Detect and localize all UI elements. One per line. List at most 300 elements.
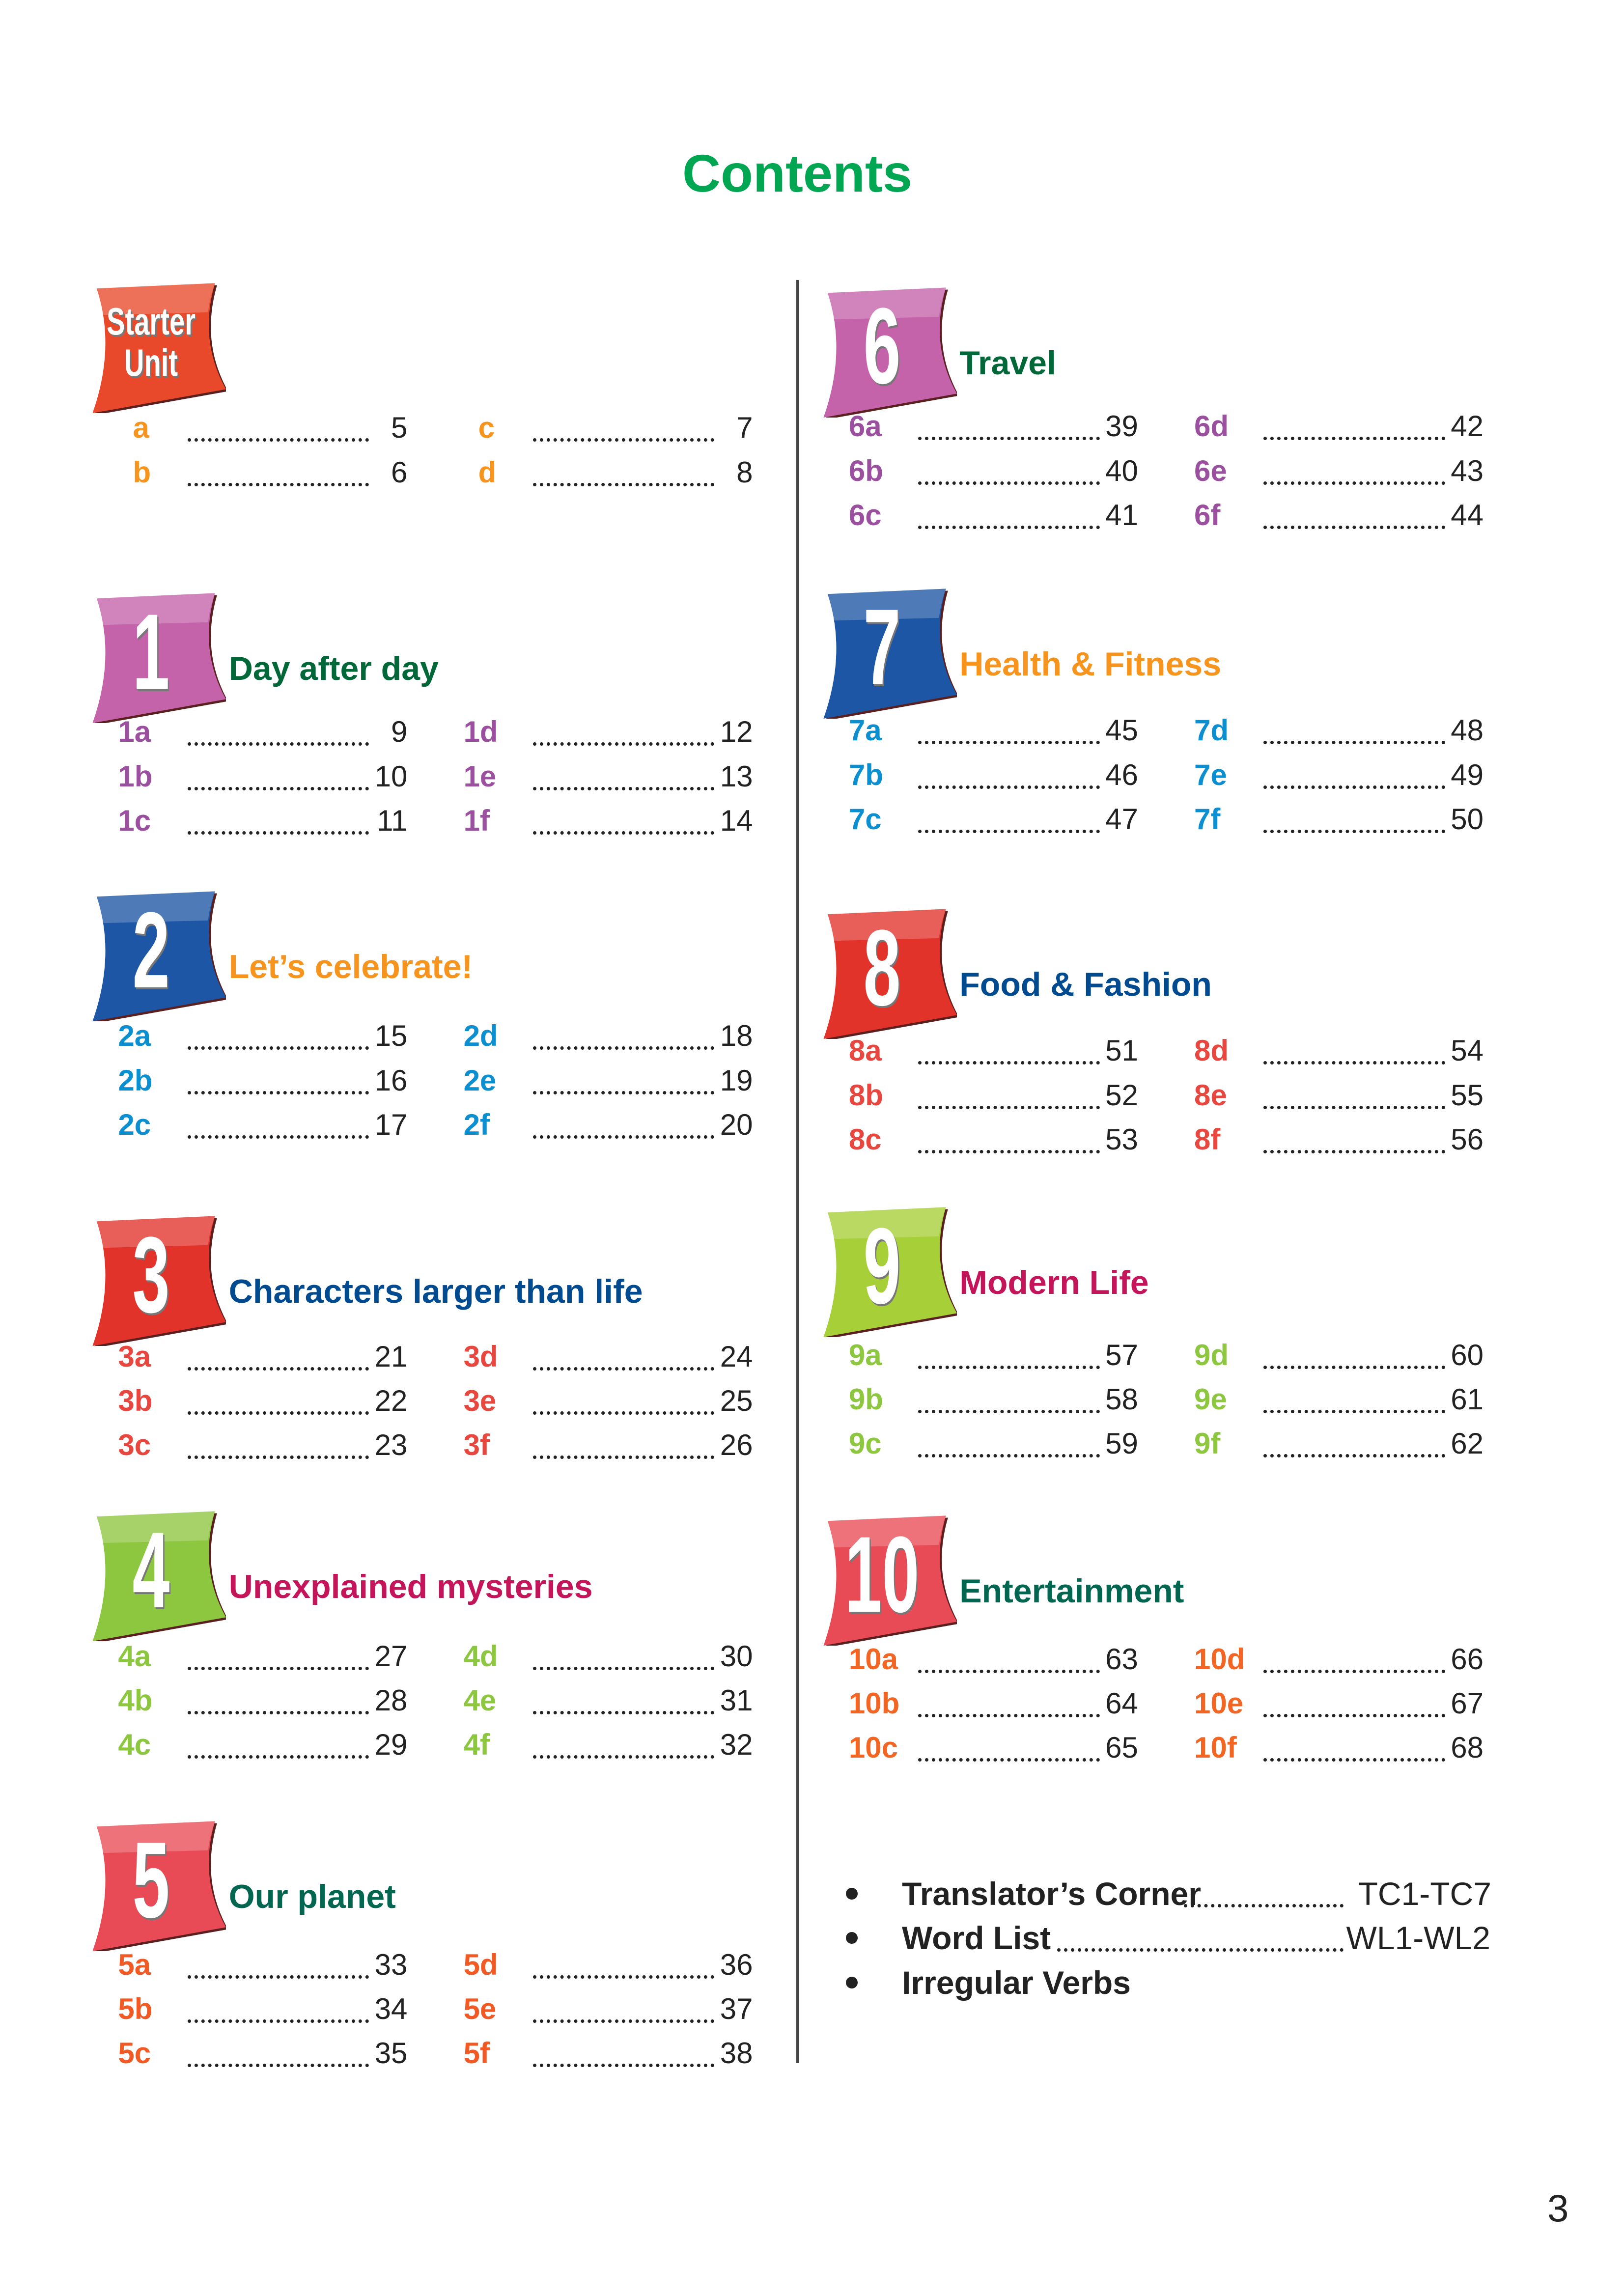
page-number-ref: 21 bbox=[374, 1340, 408, 1373]
dot-leader bbox=[1263, 1118, 1445, 1153]
toc-entry[interactable] bbox=[464, 1634, 759, 1679]
toc-entry[interactable] bbox=[1194, 797, 1489, 841]
lesson-label: 3e bbox=[463, 1384, 497, 1417]
dot-leader bbox=[533, 1379, 715, 1415]
page-number-ref: 14 bbox=[720, 804, 753, 837]
unit-badge-number: 9 bbox=[863, 1205, 901, 1326]
lesson-label: c bbox=[478, 411, 495, 445]
page-number-ref: 60 bbox=[1451, 1338, 1484, 1372]
toc-entry[interactable] bbox=[849, 1377, 1144, 1422]
dot-leader bbox=[188, 755, 369, 790]
page-number-ref: 50 bbox=[1451, 802, 1484, 836]
dot-leader bbox=[1263, 1333, 1445, 1369]
unit-title[interactable]: Entertainment bbox=[959, 1572, 1184, 1610]
page-number-ref: 24 bbox=[720, 1340, 753, 1373]
dot-leader bbox=[918, 1422, 1100, 1457]
dot-leader bbox=[918, 1333, 1100, 1369]
lesson-label: 9d bbox=[1194, 1338, 1229, 1372]
dot-leader bbox=[533, 1014, 715, 1050]
dot-leader bbox=[188, 1379, 369, 1415]
dot-leader bbox=[188, 710, 369, 746]
dot-leader bbox=[1263, 753, 1445, 789]
dot-leader bbox=[918, 797, 1100, 833]
page-number-ref: 31 bbox=[720, 1683, 753, 1717]
unit-badge-number: 4 bbox=[132, 1509, 170, 1630]
lesson-label: 7d bbox=[1194, 714, 1229, 747]
toc-entry[interactable] bbox=[464, 1014, 759, 1058]
lesson-label: 1e bbox=[463, 759, 497, 793]
lesson-label: 1a bbox=[118, 715, 151, 749]
toc-entry[interactable] bbox=[1194, 1118, 1489, 1162]
toc-entry[interactable] bbox=[464, 1379, 759, 1423]
dot-leader bbox=[188, 1634, 369, 1670]
dot-leader bbox=[918, 449, 1100, 485]
dot-leader bbox=[918, 493, 1100, 529]
unit-badge-number: 1 bbox=[132, 591, 170, 712]
unit-badge-number: Starter Unit bbox=[107, 299, 196, 384]
lesson-label: 8f bbox=[1194, 1122, 1221, 1156]
unit-badge bbox=[819, 1204, 957, 1337]
toc-entry[interactable] bbox=[464, 1335, 759, 1379]
toc-entry[interactable] bbox=[464, 1679, 759, 1723]
unit-title[interactable]: Let’s celebrate! bbox=[228, 948, 473, 986]
page-number-ref: 33 bbox=[374, 1948, 408, 1981]
unit-title[interactable]: Travel bbox=[959, 344, 1056, 382]
toc-entry[interactable] bbox=[849, 708, 1144, 753]
toc-entry[interactable] bbox=[118, 755, 413, 799]
bullet-icon bbox=[846, 1977, 858, 1988]
lesson-label: 1d bbox=[463, 715, 498, 749]
page-number-ref: 36 bbox=[720, 1948, 753, 1981]
dot-leader bbox=[533, 755, 715, 790]
toc-entry[interactable] bbox=[118, 1335, 413, 1379]
dot-leader bbox=[918, 1377, 1100, 1413]
toc-entry[interactable] bbox=[118, 1634, 413, 1679]
dot-leader bbox=[533, 1423, 715, 1459]
dot-leader bbox=[533, 1059, 715, 1094]
dot-leader bbox=[188, 406, 369, 442]
page-number-ref: 8 bbox=[736, 455, 753, 489]
lesson-label: 8a bbox=[848, 1034, 882, 1067]
toc-entry[interactable] bbox=[849, 1118, 1144, 1162]
lesson-label: 7b bbox=[848, 758, 883, 791]
lesson-label: 6d bbox=[1194, 410, 1229, 443]
lesson-label: 5c bbox=[118, 2036, 151, 2070]
toc-entry[interactable] bbox=[849, 493, 1144, 537]
page-number-ref: 54 bbox=[1451, 1034, 1484, 1067]
dot-leader bbox=[1263, 1073, 1445, 1109]
dot-leader bbox=[188, 1014, 369, 1050]
toc-entry[interactable] bbox=[464, 799, 759, 843]
dot-leader bbox=[1263, 449, 1445, 485]
page-number-ref: 51 bbox=[1105, 1034, 1138, 1067]
lesson-label: 4b bbox=[118, 1683, 153, 1717]
page-number-ref: 68 bbox=[1451, 1731, 1484, 1764]
dot-leader bbox=[533, 1103, 715, 1139]
page-number-ref: 64 bbox=[1105, 1686, 1138, 1720]
bullet-icon bbox=[846, 1932, 858, 1944]
dot-leader bbox=[918, 1637, 1100, 1673]
dot-leader bbox=[1057, 1916, 1344, 1952]
unit-badge bbox=[88, 590, 226, 723]
lesson-label: 4f bbox=[463, 1728, 490, 1761]
dot-leader bbox=[188, 1335, 369, 1371]
page-number-ref: 61 bbox=[1451, 1382, 1484, 1416]
page-number-ref: 25 bbox=[720, 1384, 753, 1417]
toc-entry[interactable] bbox=[464, 1723, 759, 1767]
lesson-label: 2a bbox=[118, 1019, 151, 1053]
toc-entry[interactable] bbox=[118, 799, 413, 843]
lesson-label: 7c bbox=[848, 802, 882, 836]
dot-leader bbox=[1263, 1681, 1445, 1717]
unit-badge-number: 5 bbox=[132, 1819, 170, 1940]
lesson-label: 10d bbox=[1194, 1642, 1245, 1676]
page-number-ref: 32 bbox=[720, 1728, 753, 1761]
page-number-ref: 48 bbox=[1451, 714, 1484, 747]
lesson-label: 2f bbox=[463, 1108, 490, 1141]
page-number-ref: 9 bbox=[391, 715, 408, 749]
toc-entry[interactable] bbox=[118, 1987, 413, 2031]
toc-entry[interactable] bbox=[464, 710, 759, 754]
dot-leader bbox=[918, 1029, 1100, 1064]
page-number-ref: 38 bbox=[720, 2036, 753, 2070]
unit-badge bbox=[88, 1509, 226, 1641]
toc-entry[interactable] bbox=[118, 1379, 413, 1423]
lesson-label: 9b bbox=[848, 1382, 883, 1416]
page-number-ref: 59 bbox=[1105, 1427, 1138, 1460]
unit-badge-number: 7 bbox=[863, 587, 901, 708]
unit-title[interactable]: Food & Fashion bbox=[959, 966, 1212, 1004]
lesson-label: 2e bbox=[463, 1064, 497, 1097]
dot-leader bbox=[918, 1726, 1100, 1762]
toc-entry[interactable] bbox=[464, 1987, 759, 2031]
lesson-label: 6c bbox=[848, 498, 882, 532]
unit-title[interactable]: Unexplained mysteries bbox=[228, 1568, 593, 1606]
page-number-ref: 55 bbox=[1451, 1078, 1484, 1112]
dot-leader bbox=[918, 753, 1100, 789]
toc-entry[interactable] bbox=[1194, 1333, 1489, 1377]
lesson-label: 7f bbox=[1194, 802, 1221, 836]
dot-leader bbox=[533, 406, 715, 442]
page-number-ref: 56 bbox=[1451, 1122, 1484, 1156]
lesson-label: 7e bbox=[1194, 758, 1227, 791]
toc-entry[interactable] bbox=[118, 2031, 413, 2075]
toc-entry[interactable] bbox=[118, 1014, 413, 1058]
toc-entry[interactable] bbox=[849, 404, 1144, 448]
lesson-label: 5b bbox=[118, 1992, 153, 2025]
toc-entry[interactable] bbox=[849, 797, 1144, 841]
dot-leader bbox=[188, 1679, 369, 1714]
extra-entry[interactable] bbox=[902, 1916, 1492, 1960]
dot-leader bbox=[1263, 1726, 1445, 1762]
extra-label: Irregular Verbs bbox=[902, 1964, 1131, 2001]
page-number-ref: 67 bbox=[1451, 1686, 1484, 1720]
extra-label: Translator’s Corner bbox=[902, 1876, 1201, 1912]
page-number-ref: 11 bbox=[377, 804, 408, 837]
dot-leader bbox=[533, 1335, 715, 1371]
lesson-label: 4d bbox=[463, 1639, 498, 1673]
extra-pages: WL1-WL2 bbox=[1346, 1920, 1490, 1957]
lesson-label: 10e bbox=[1194, 1686, 1244, 1720]
dot-leader bbox=[918, 404, 1100, 440]
toc-entry[interactable] bbox=[849, 1422, 1144, 1466]
dot-leader bbox=[533, 450, 715, 486]
lesson-label: 2b bbox=[118, 1064, 153, 1097]
lesson-label: 4e bbox=[463, 1683, 497, 1717]
lesson-label: 1b bbox=[118, 759, 153, 793]
toc-entry[interactable] bbox=[1194, 449, 1489, 493]
toc-entry[interactable] bbox=[1194, 753, 1489, 797]
unit-title[interactable]: Our planet bbox=[228, 1878, 396, 1916]
dot-leader bbox=[918, 1681, 1100, 1717]
unit-badge bbox=[819, 586, 957, 719]
lesson-label: 9c bbox=[848, 1427, 882, 1460]
page-number-ref: 19 bbox=[720, 1064, 753, 1097]
unit-title[interactable]: Health & Fitness bbox=[959, 645, 1222, 683]
page-number-ref: 30 bbox=[720, 1639, 753, 1673]
lesson-label: 4c bbox=[118, 1728, 151, 1761]
page-number-ref: 43 bbox=[1451, 454, 1484, 487]
lesson-label: 6b bbox=[848, 454, 883, 487]
lesson-label: a bbox=[133, 411, 149, 445]
page-number-ref: 57 bbox=[1105, 1338, 1138, 1372]
dot-leader bbox=[533, 799, 715, 835]
dot-leader bbox=[1263, 708, 1445, 744]
lesson-label: 2d bbox=[463, 1019, 498, 1053]
lesson-label: 1c bbox=[118, 804, 151, 837]
toc-entry[interactable] bbox=[464, 450, 759, 495]
lesson-label: 6a bbox=[848, 410, 882, 443]
page-number-ref: 22 bbox=[374, 1384, 408, 1417]
dot-leader bbox=[188, 1059, 369, 1094]
lesson-label: 10b bbox=[848, 1686, 900, 1720]
lesson-label: 8b bbox=[848, 1078, 883, 1112]
dot-leader bbox=[188, 1943, 369, 1979]
toc-entry[interactable] bbox=[849, 1333, 1144, 1377]
lesson-label: 3b bbox=[118, 1384, 153, 1417]
page-number-ref: 7 bbox=[736, 411, 753, 445]
lesson-label: b bbox=[133, 455, 151, 489]
toc-entry[interactable] bbox=[118, 1723, 413, 1767]
lesson-label: 10c bbox=[848, 1731, 898, 1764]
unit-badge-number: 3 bbox=[132, 1214, 170, 1335]
page-number-ref: 27 bbox=[374, 1639, 408, 1673]
toc-entry[interactable] bbox=[1194, 1637, 1489, 1681]
toc-entry[interactable] bbox=[118, 710, 413, 754]
extra-entry[interactable] bbox=[902, 1960, 1492, 2005]
page-number-ref: 45 bbox=[1105, 714, 1138, 747]
page-number-ref: 47 bbox=[1105, 802, 1138, 836]
toc-entry[interactable] bbox=[849, 449, 1144, 493]
page-number-ref: 13 bbox=[720, 759, 753, 793]
toc-entry[interactable] bbox=[464, 1059, 759, 1103]
page-number-ref: 40 bbox=[1105, 454, 1138, 487]
lesson-label: 6e bbox=[1194, 454, 1227, 487]
page-number-ref: 12 bbox=[720, 715, 753, 749]
page-number-ref: 42 bbox=[1451, 410, 1484, 443]
toc-entry[interactable] bbox=[1194, 1681, 1489, 1726]
page-number: 3 bbox=[1547, 2186, 1569, 2230]
toc-entry[interactable] bbox=[464, 2031, 759, 2075]
toc-entry[interactable] bbox=[849, 1681, 1144, 1726]
lesson-label: 1f bbox=[463, 804, 490, 837]
unit-badge bbox=[88, 280, 226, 413]
lesson-label: 3a bbox=[118, 1340, 151, 1373]
dot-leader bbox=[188, 1103, 369, 1139]
toc-entry[interactable] bbox=[464, 1103, 759, 1147]
page-number-ref: 44 bbox=[1451, 498, 1484, 532]
toc-entry[interactable] bbox=[118, 1943, 413, 1987]
toc-entry[interactable] bbox=[1194, 1726, 1489, 1770]
lesson-label: 4a bbox=[118, 1639, 151, 1673]
toc-entry[interactable] bbox=[1194, 1029, 1489, 1073]
lesson-label: 9a bbox=[848, 1338, 882, 1372]
page-number-ref: 18 bbox=[720, 1019, 753, 1053]
dot-leader bbox=[1263, 1422, 1445, 1457]
lesson-label: 9e bbox=[1194, 1382, 1227, 1416]
unit-badge-number: 6 bbox=[863, 285, 901, 407]
unit-badge bbox=[819, 285, 957, 418]
toc-entry[interactable] bbox=[118, 1679, 413, 1723]
page-number-ref: 20 bbox=[720, 1108, 753, 1141]
page-number-ref: 46 bbox=[1105, 758, 1138, 791]
dot-leader bbox=[533, 710, 715, 746]
dot-leader bbox=[533, 1987, 715, 2023]
toc-entry[interactable] bbox=[1194, 1377, 1489, 1422]
toc-entry[interactable] bbox=[464, 1423, 759, 1467]
unit-badge bbox=[88, 1213, 226, 1346]
toc-entry[interactable] bbox=[849, 1073, 1144, 1118]
dot-leader bbox=[533, 1679, 715, 1714]
column-divider bbox=[796, 280, 799, 2063]
toc-entry[interactable] bbox=[1194, 404, 1489, 448]
unit-title[interactable]: Modern Life bbox=[959, 1264, 1149, 1302]
dot-leader bbox=[533, 1943, 715, 1979]
toc-entry[interactable] bbox=[118, 1059, 413, 1103]
page-number-ref: 5 bbox=[391, 411, 408, 445]
lesson-label: 8e bbox=[1194, 1078, 1227, 1112]
dot-leader bbox=[1263, 1637, 1445, 1673]
toc-entry[interactable] bbox=[849, 1029, 1144, 1073]
lesson-label: 10f bbox=[1194, 1731, 1237, 1764]
page-number-ref: 37 bbox=[720, 1992, 753, 2025]
dot-leader bbox=[1263, 1029, 1445, 1064]
page-number-ref: 28 bbox=[374, 1683, 408, 1717]
bullet-icon bbox=[846, 1888, 858, 1900]
dot-leader bbox=[918, 1118, 1100, 1153]
dot-leader bbox=[1263, 1377, 1445, 1413]
page-number-ref: 29 bbox=[374, 1728, 408, 1761]
dot-leader bbox=[533, 1634, 715, 1670]
unit-badge bbox=[88, 1819, 226, 1951]
dot-leader bbox=[188, 1987, 369, 2023]
unit-badge-number: 2 bbox=[132, 889, 170, 1010]
page-number-ref: 26 bbox=[720, 1428, 753, 1461]
toc-entry[interactable] bbox=[1194, 1073, 1489, 1118]
toc-entry[interactable] bbox=[849, 753, 1144, 797]
unit-badge-number: 8 bbox=[863, 907, 901, 1028]
extra-label: Word List bbox=[902, 1920, 1051, 1957]
page-number-ref: 6 bbox=[391, 455, 408, 489]
lesson-label: 8c bbox=[848, 1122, 882, 1156]
page-number-ref: 39 bbox=[1105, 410, 1138, 443]
page-number-ref: 16 bbox=[374, 1064, 408, 1097]
dot-leader bbox=[188, 799, 369, 835]
lesson-label: 5a bbox=[118, 1948, 151, 1981]
dot-leader bbox=[188, 450, 369, 486]
toc-entry[interactable] bbox=[118, 406, 413, 450]
dot-leader bbox=[918, 708, 1100, 744]
lesson-label: 3d bbox=[463, 1340, 498, 1373]
dot-leader bbox=[533, 1723, 715, 1759]
lesson-label: 8d bbox=[1194, 1034, 1229, 1067]
lesson-label: 2c bbox=[118, 1108, 151, 1141]
page-number-ref: 41 bbox=[1105, 498, 1138, 532]
page-number-ref: 62 bbox=[1451, 1427, 1484, 1460]
lesson-label: 7a bbox=[848, 714, 882, 747]
page-number-ref: 49 bbox=[1451, 758, 1484, 791]
page-title: Contents bbox=[682, 143, 912, 203]
unit-title[interactable]: Characters larger than life bbox=[228, 1273, 643, 1311]
toc-entry[interactable] bbox=[849, 1726, 1144, 1770]
toc-entry[interactable] bbox=[464, 406, 759, 450]
dot-leader bbox=[188, 2031, 369, 2067]
page-number-ref: 63 bbox=[1105, 1642, 1138, 1676]
dot-leader bbox=[1184, 1872, 1344, 1907]
page-number-ref: 66 bbox=[1451, 1642, 1484, 1676]
page-number-ref: 23 bbox=[374, 1428, 408, 1461]
dot-leader bbox=[188, 1423, 369, 1459]
lesson-label: 5d bbox=[463, 1948, 498, 1981]
dot-leader bbox=[1263, 797, 1445, 833]
toc-entry[interactable] bbox=[464, 755, 759, 799]
page-number-ref: 53 bbox=[1105, 1122, 1138, 1156]
toc-entry[interactable] bbox=[118, 1423, 413, 1467]
page-number-ref: 35 bbox=[374, 2036, 408, 2070]
toc-entry[interactable] bbox=[849, 1637, 1144, 1681]
page-number-ref: 52 bbox=[1105, 1078, 1138, 1112]
lesson-label: 10a bbox=[848, 1642, 898, 1676]
lesson-label: 3c bbox=[118, 1428, 151, 1461]
page-number-ref: 65 bbox=[1105, 1731, 1138, 1764]
extra-entry[interactable] bbox=[902, 1872, 1492, 1916]
lesson-label: 3f bbox=[463, 1428, 490, 1461]
unit-title[interactable]: Day after day bbox=[228, 650, 439, 688]
toc-entry[interactable] bbox=[464, 1943, 759, 1987]
page-number-ref: 17 bbox=[374, 1108, 408, 1141]
page-number-ref: 10 bbox=[374, 759, 408, 793]
toc-entry[interactable] bbox=[1194, 708, 1489, 753]
page-number-ref: 34 bbox=[374, 1992, 408, 2025]
toc-entry[interactable] bbox=[118, 450, 413, 495]
toc-entry[interactable] bbox=[1194, 493, 1489, 537]
page-number-ref: 15 bbox=[374, 1019, 408, 1053]
dot-leader bbox=[918, 1073, 1100, 1109]
unit-badge bbox=[819, 906, 957, 1039]
unit-badge-number: 10 bbox=[844, 1513, 920, 1635]
lesson-label: 6f bbox=[1194, 498, 1221, 532]
toc-entry[interactable] bbox=[118, 1103, 413, 1147]
lesson-label: 9f bbox=[1194, 1427, 1221, 1460]
unit-badge bbox=[88, 889, 226, 1021]
toc-entry[interactable] bbox=[1194, 1422, 1489, 1466]
extra-pages: TC1-TC7 bbox=[1358, 1876, 1491, 1912]
lesson-label: d bbox=[478, 455, 497, 489]
dot-leader bbox=[1263, 493, 1445, 529]
page-number-ref: 58 bbox=[1105, 1382, 1138, 1416]
unit-badge bbox=[819, 1513, 957, 1646]
lesson-label: 5f bbox=[463, 2036, 490, 2070]
